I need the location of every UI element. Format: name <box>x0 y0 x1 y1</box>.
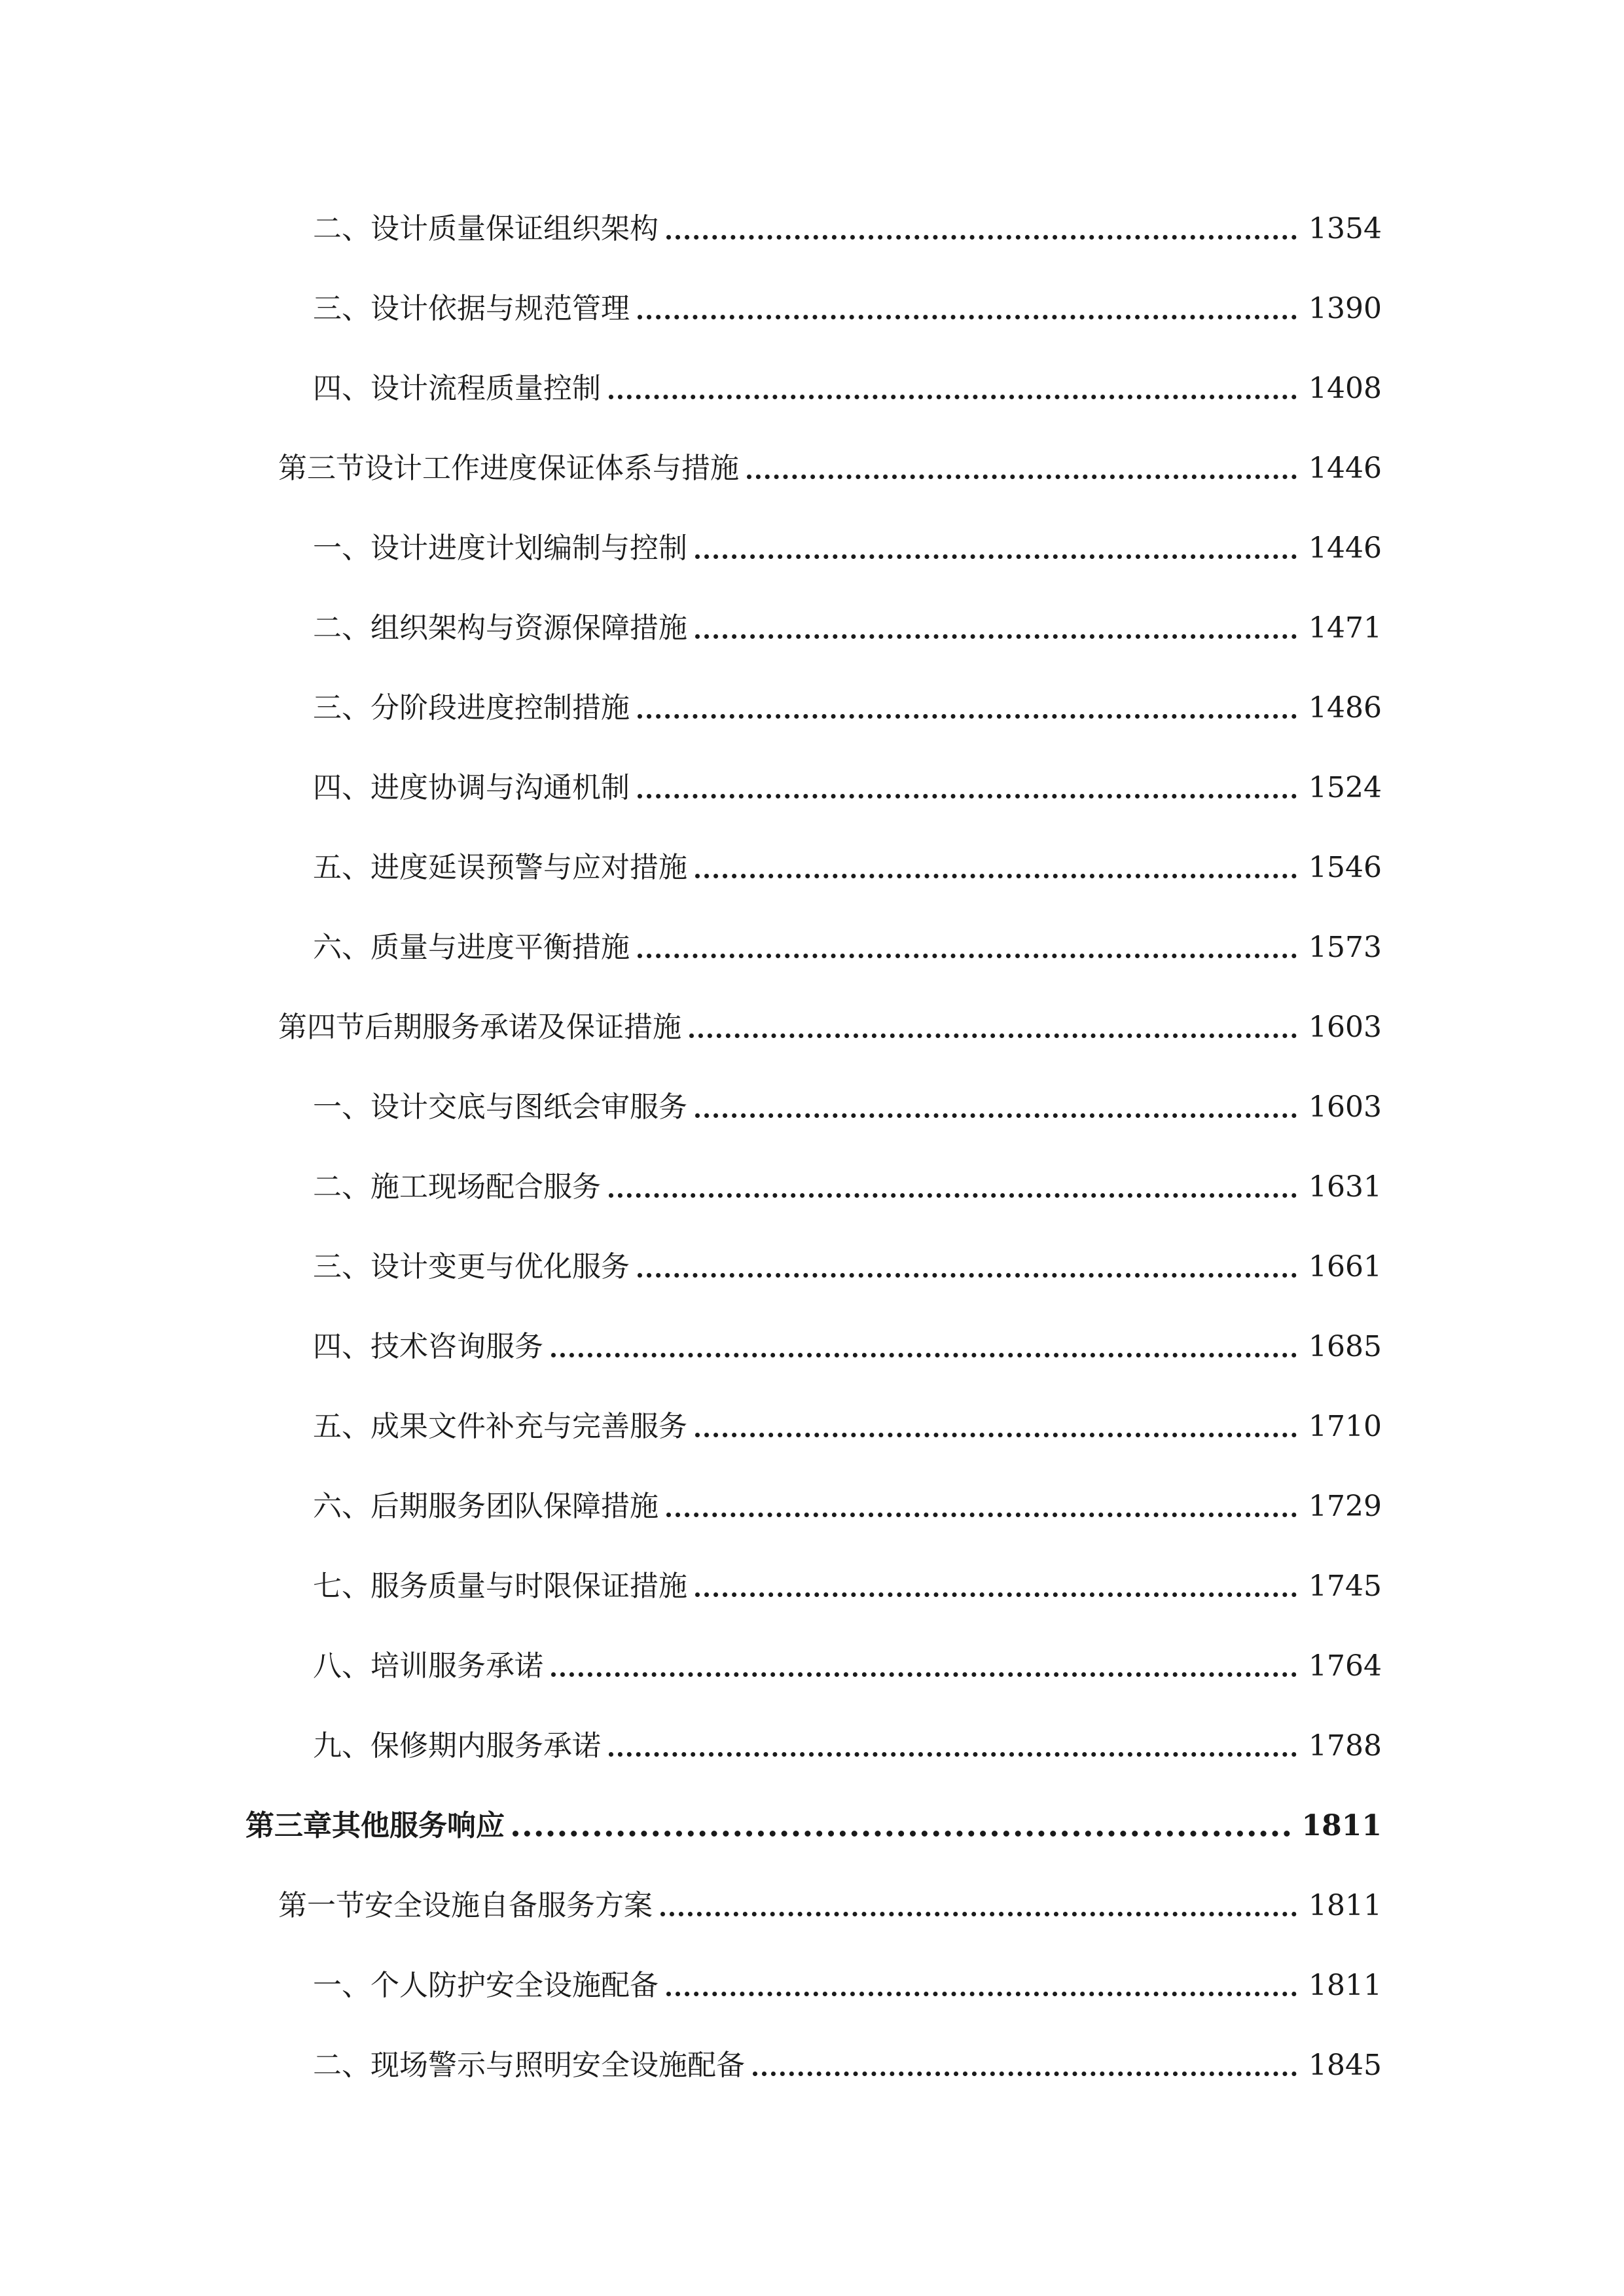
dot-leader <box>609 1193 1297 1198</box>
dot-leader <box>609 1752 1297 1757</box>
toc-entry[interactable] <box>313 1069 1382 1122</box>
dot-leader <box>638 315 1297 319</box>
toc-entry-page: 1811 <box>1301 1809 1382 1842</box>
toc-entry-label: 第一节安全设施自备服务方案 <box>278 1889 653 1922</box>
toc-entry-page: 1631 <box>1308 1170 1382 1204</box>
dot-leader <box>638 714 1297 719</box>
dot-leader <box>695 1113 1297 1118</box>
dot-leader <box>666 1992 1297 1996</box>
toc-entry-page: 1471 <box>1308 611 1382 645</box>
dot-leader <box>551 1353 1297 1357</box>
toc-entry[interactable] <box>313 1149 1382 1202</box>
toc-entry-page: 1446 <box>1308 452 1382 485</box>
toc-entry[interactable] <box>313 590 1382 643</box>
toc-entry-label: 五、成果文件补充与完善服务 <box>313 1410 687 1443</box>
toc-entry-page: 1603 <box>1308 1011 1382 1044</box>
toc-entry[interactable] <box>313 1708 1382 1761</box>
toc-entry[interactable] <box>313 351 1382 403</box>
toc-entry-label: 三、分阶段进度控制措施 <box>313 691 630 725</box>
toc-entry-label: 第三节设计工作进度保证体系与措施 <box>278 452 739 485</box>
toc-entry-page: 1603 <box>1308 1090 1382 1124</box>
toc-entry[interactable] <box>313 1948 1382 2000</box>
dot-leader <box>638 794 1297 798</box>
toc-entry[interactable] <box>313 271 1382 323</box>
toc-entry-label: 八、培训服务承诺 <box>313 1649 543 1683</box>
toc-entry-page: 1390 <box>1308 292 1382 325</box>
toc-entry-label: 三、设计变更与优化服务 <box>313 1250 630 1283</box>
dot-leader <box>660 1912 1297 1916</box>
toc-entry-page: 1486 <box>1308 691 1382 725</box>
toc-entry-page: 1408 <box>1308 372 1382 405</box>
toc-entry-page: 1446 <box>1308 531 1382 565</box>
dot-leader <box>638 1273 1297 1278</box>
toc-entry[interactable] <box>313 1549 1382 1601</box>
toc-entry-label: 九、保修期内服务承诺 <box>313 1729 601 1763</box>
toc-entry-label: 第三章其他服务响应 <box>245 1809 505 1842</box>
toc-entry-label: 六、质量与进度平衡措施 <box>313 931 630 964</box>
toc-entry-page: 1710 <box>1308 1410 1382 1443</box>
dot-leader <box>666 1513 1297 1517</box>
toc-entry[interactable] <box>313 2028 1382 2080</box>
toc-entry-label: 六、后期服务团队保障措施 <box>313 1490 659 1523</box>
toc-entry-page: 1524 <box>1308 771 1382 804</box>
toc-entry-label: 四、设计流程质量控制 <box>313 372 601 405</box>
dot-leader <box>695 874 1297 878</box>
dot-leader <box>695 634 1297 639</box>
dot-leader <box>513 1831 1290 1837</box>
toc-entry-label: 三、设计依据与规范管理 <box>313 292 630 325</box>
toc-entry-page: 1354 <box>1308 212 1382 245</box>
toc-entry[interactable] <box>313 1469 1382 1521</box>
toc-entry[interactable] <box>313 1309 1382 1361</box>
toc-entry-page: 1685 <box>1308 1330 1382 1363</box>
toc-entry-page: 1573 <box>1308 931 1382 964</box>
toc-entry[interactable] <box>313 1628 1382 1681</box>
toc-entry-chapter[interactable] <box>245 1788 1382 1840</box>
dot-leader <box>695 1592 1297 1597</box>
toc-entry-label: 七、服务质量与时限保证措施 <box>313 1570 687 1603</box>
dot-leader <box>638 954 1297 958</box>
toc-entry-page: 1661 <box>1308 1250 1382 1283</box>
dot-leader <box>695 554 1297 559</box>
toc-entry-label: 四、技术咨询服务 <box>313 1330 543 1363</box>
toc-entry-label: 二、设计质量保证组织架构 <box>313 212 659 245</box>
dot-leader <box>753 2072 1297 2076</box>
dot-leader <box>695 1433 1297 1437</box>
toc-entry[interactable] <box>313 910 1382 962</box>
toc-entry[interactable] <box>313 1229 1382 1282</box>
toc-entry-page: 1845 <box>1308 2049 1382 2082</box>
dot-leader <box>551 1672 1297 1677</box>
dot-leader <box>666 235 1297 240</box>
dot-leader <box>689 1033 1297 1038</box>
toc-entry[interactable] <box>313 670 1382 723</box>
dot-leader <box>609 395 1297 399</box>
toc-entry-section[interactable] <box>278 1868 1382 1920</box>
toc-entry-page: 1811 <box>1308 1969 1382 2002</box>
toc-entry[interactable] <box>313 191 1382 243</box>
toc-entry-label: 第四节后期服务承诺及保证措施 <box>278 1011 681 1044</box>
toc-entry-label: 一、个人防护安全设施配备 <box>313 1969 659 2002</box>
toc-entry-page: 1729 <box>1308 1490 1382 1523</box>
toc-entry-label: 二、组织架构与资源保障措施 <box>313 611 687 645</box>
toc-entry-page: 1745 <box>1308 1570 1382 1603</box>
toc-entry-label: 一、设计交底与图纸会审服务 <box>313 1090 687 1124</box>
toc-entry-label: 二、现场警示与照明安全设施配备 <box>313 2049 745 2082</box>
toc-entry-label: 一、设计进度计划编制与控制 <box>313 531 687 565</box>
toc-entry-page: 1764 <box>1308 1649 1382 1683</box>
toc-entry-label: 二、施工现场配合服务 <box>313 1170 601 1204</box>
toc-entry-section[interactable] <box>278 990 1382 1042</box>
toc-entry-label: 五、进度延误预警与应对措施 <box>313 851 687 884</box>
dot-leader <box>747 475 1297 479</box>
toc-entry-label: 四、进度协调与沟通机制 <box>313 771 630 804</box>
toc-entry-page: 1811 <box>1308 1889 1382 1922</box>
toc-entry-section[interactable] <box>278 431 1382 483</box>
toc-entry[interactable] <box>313 750 1382 802</box>
toc-entry[interactable] <box>313 830 1382 882</box>
toc-entry-page: 1788 <box>1308 1729 1382 1763</box>
toc-entry[interactable] <box>313 511 1382 563</box>
toc-entry[interactable] <box>313 1389 1382 1441</box>
toc-entry-page: 1546 <box>1308 851 1382 884</box>
